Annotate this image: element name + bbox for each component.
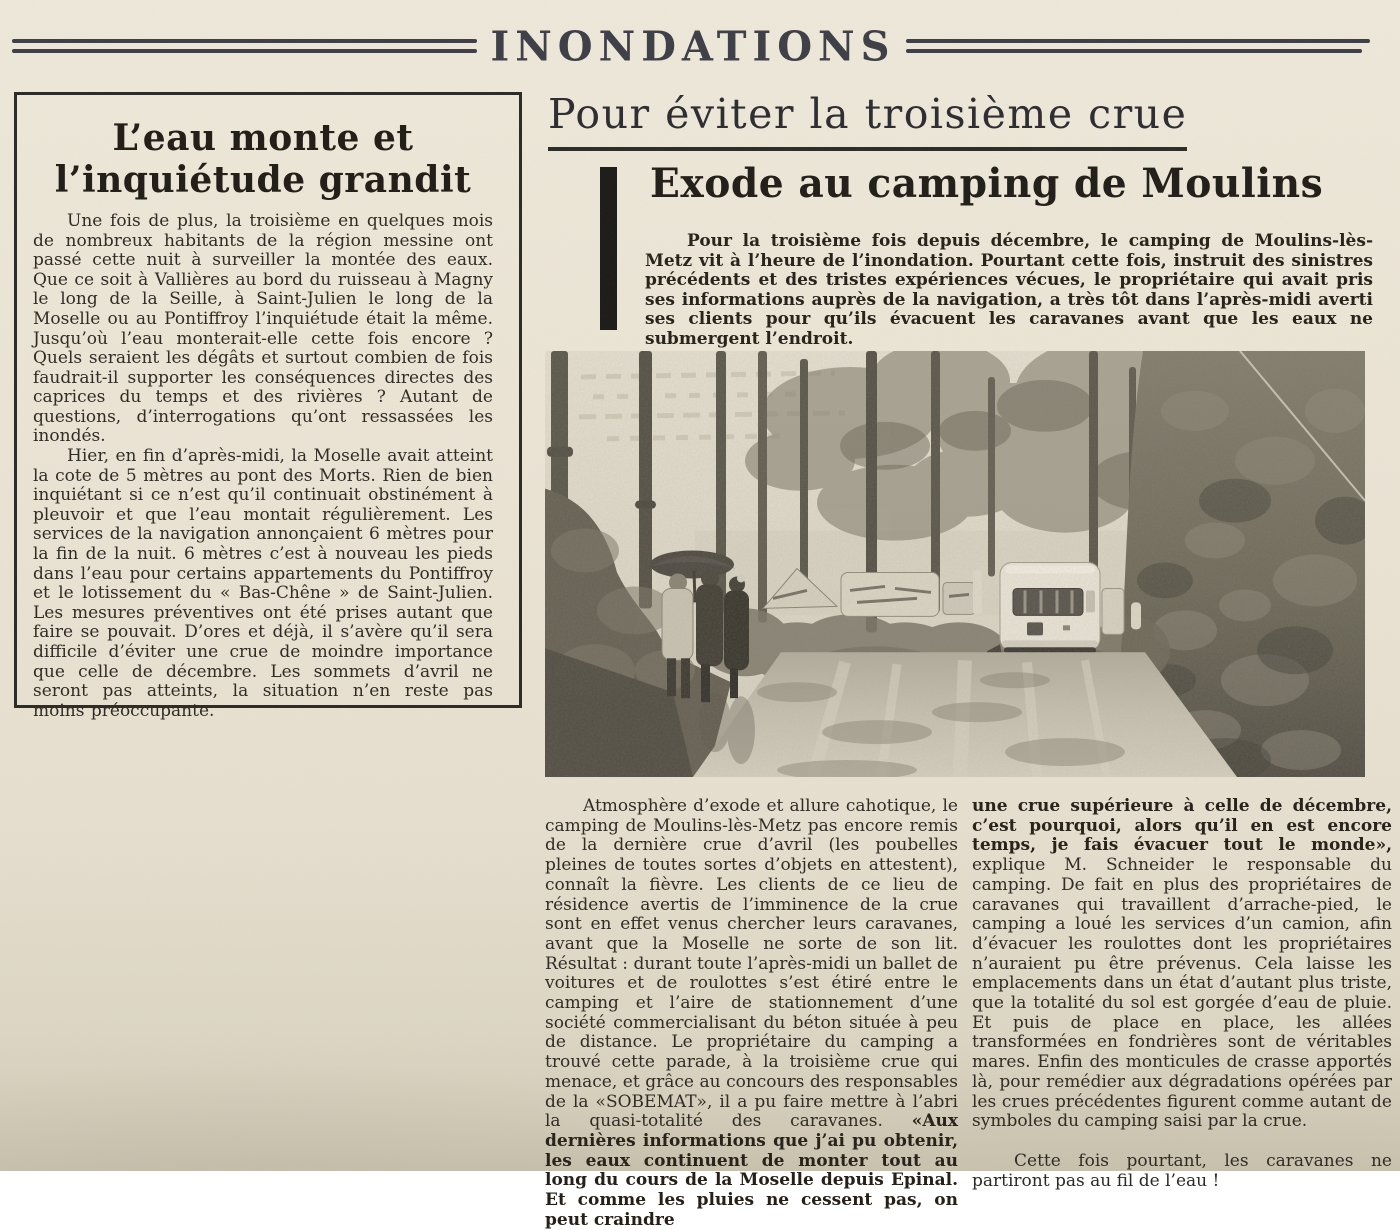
section-title: INONDATIONS: [490, 22, 896, 70]
headline-black-bar: [600, 167, 617, 330]
photo-illustration: [545, 351, 1365, 777]
section-masthead: [12, 22, 1370, 70]
body-column-right: [972, 797, 1392, 1191]
text-run-bold: une crue supérieure à celle de décembre, c’est pourquoi, alors qu’il en est encore temps, je fais évacuer tout le monde»,: [972, 796, 1392, 856]
closing-paragraph: Cette fois pourtant, les caravanes ne partiront pas au fil de l’eau !: [972, 1150, 1392, 1191]
body-column-left: [545, 797, 958, 1230]
lead-paragraph: Pour la troisième fois depuis décembre, le camping de Moulins-lès-Metz vit à l’heure de l’inondation. Pourtant cette fois, instruit des sinistres précédents et des tristes expériences vécues, le propriétaire qui avait pris ses informations auprès de la navigation, a très tôt dans l’après-midi averti ses clients pour qu’ils évacuent les caravanes avant que les eaux ne submergent l’endroit.: [645, 231, 1373, 349]
column-paragraph: [972, 797, 1392, 1132]
boxed-article: [14, 92, 522, 721]
photo-halftone-grain: [545, 351, 1365, 777]
camping-flood-photo: [545, 351, 1365, 777]
text-run: explique M. Schneider le responsable du camping. De fait en plus des propriétaires de caravanes qui travaillent d’arrache-pied, le camping a loué les services d’un camion, afin d’évacuer les roulottes dont les propriétaires n’auraient pu être prévenus. Cela laisse les emplacements dans un état d’autant plus triste, que la totalité du sol est gorgée d’eau de pluie. Et puis de place en place, les allées transformées en fondrières sont de véritables mares. Enfin des monticules de crasse apportés là, pour remédier aux dégradations opérées par les crues précédentes figurent comme autant de symboles du camping saisi par la crue.: [972, 855, 1392, 1132]
boxed-article-title: [33, 117, 493, 202]
kicker-headline: Pour éviter la troisième crue: [548, 90, 1187, 151]
title-line-1: L’eau monte et: [112, 117, 414, 159]
title-line-2: l’inquiétude grandit: [54, 159, 472, 202]
masthead-rule-right: [906, 38, 1371, 54]
boxed-article-paragraph-2: Hier, en fin d’après-midi, la Moselle avait atteint la cote de 5 mètres au pont des Morts. Rien de bien inquiétant si ce n’est qu’il continuait obstinément à pleuvoir et que l’eau montait régulièrement. Les services de la navigation annonçaient 6 mètres pour la fin de la nuit. 6 mètres c’est à nouveau les pieds dans l’eau pour certains appartements du Pontiffroy et le lotissement du « Bas-Chêne » de Saint-Julien. Les mesures préventives ont été prises autant que faire se pouvait. D’ores et déjà, il s’avère qu’il sera difficile d’éviter une crue de moindre importance que celle de décembre. Les sommets d’avril ne seront pas atteints, la situation n’en reste pas moins préoccupante.: [33, 446, 493, 721]
text-run: Atmosphère d’exode et allure cahotique, le camping de Moulins-lès-Metz pas encore remis de la dernière crue d’avril (les poubelles pleines de toutes sortes d’objets en attestent), connaît la fièvre. Les clients de ce lieu de résidence avertis de l’imminence de la crue sont en effet venus chercher leurs caravanes, avant que la Moselle ne sorte de son lit. Résultat : durant toute l’après-midi un ballet de voitures et de roulottes s’est étiré entre le camping et l’aire de stationnement d’une société commercialisant du béton située à peu de distance. Le propriétaire du camping a trouvé cette parade, à la troisième crue qui menace, et grâce au concours des responsables de la «SOBEMAT», il a pu faire mettre à l’abri la quasi-totalité des caravanes.: [545, 796, 958, 1132]
boxed-article-paragraph-1: Une fois de plus, la troisième en quelques mois de nombreux habitants de la région messine ont passé cette nuit à surveiller la montée des eaux. Que ce soit à Vallières au bord du ruisseau à Magny le long de la Seille, à Saint-Julien le long de la Moselle ou au Pontiffroy l’inquiétude était la même. Jusqu’où l’eau monterait-elle cette fois encore ? Quels seraient les dégâts et surtout combien de fois faudrait-il supporter les conséquences directes des caprices du temps et des rivières ? Autant de questions, d’interrogations qu’ont ressassées les inondés.: [33, 210, 493, 447]
text-run-bold: «Aux dernières informations que j’ai pu obtenir, les eaux continuent de monter tout au long du cours de la Moselle depuis Epinal. Et comme les pluies ne cessent pas, on peut craindre: [545, 1111, 958, 1230]
masthead-rule-left: [12, 38, 477, 54]
column-paragraph: [545, 797, 958, 1230]
main-headline: Exode au camping de Moulins: [650, 160, 1324, 207]
